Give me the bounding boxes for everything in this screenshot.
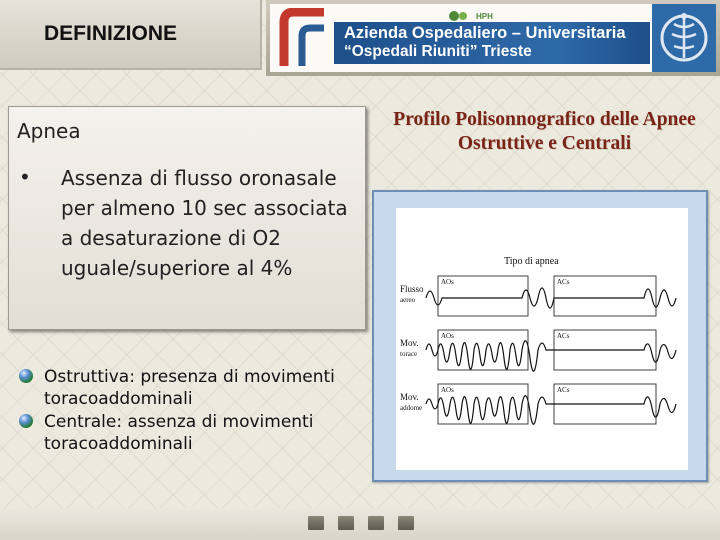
row-sublabel-thorax: torace — [400, 350, 418, 358]
tag-obstructive-thorax: AOs — [441, 332, 454, 340]
row-label-abdomen: Mov. — [400, 392, 419, 402]
list-item — [18, 411, 368, 455]
apnea-types-list — [18, 366, 368, 456]
university-emblem-icon — [652, 4, 716, 72]
definition-bullet: • — [19, 165, 31, 189]
central-apnea-text: Centrale: assenza di movimenti toracoaddominali — [44, 412, 314, 454]
waveform-plot — [396, 208, 688, 470]
nav-last-icon[interactable] — [398, 516, 414, 530]
row-sublabel-airflow: aereo — [400, 296, 416, 304]
airflow-waveform — [426, 288, 676, 308]
tag-central-abdomen: ACs — [557, 386, 570, 394]
thorax-waveform — [426, 341, 676, 372]
slide-title: DEFINIZIONE — [44, 22, 178, 45]
definition-text: Assenza di flusso oronasale per almeno 10 sec associata a desaturazione di O2 uguale/superiore al 4% — [61, 166, 348, 280]
obstructive-apnea-text: Ostruttiva: presenza di movimenti toracoaddominali — [44, 367, 335, 409]
abdomen-waveform — [426, 396, 676, 425]
hph-text: HPH — [476, 12, 493, 21]
nav-first-icon[interactable] — [308, 516, 324, 530]
definition-heading: Apnea — [17, 119, 81, 143]
hospital-logo-icon — [276, 8, 330, 70]
slide-footer — [0, 508, 720, 540]
polysomnography-figure-frame — [372, 190, 708, 482]
bullet-sphere-icon — [18, 413, 34, 429]
row-label-thorax: Mov. — [400, 338, 419, 348]
apnea-definition-box — [8, 106, 366, 330]
hospital-logo-banner — [266, 0, 720, 76]
slide-title-tab — [0, 0, 262, 70]
row-label-airflow: Flusso — [400, 284, 424, 294]
tag-central-thorax: ACs — [557, 332, 570, 340]
bullet-sphere-icon — [18, 368, 34, 384]
logo-background — [270, 4, 716, 72]
nav-next-icon[interactable] — [368, 516, 384, 530]
row-sublabel-abdomen: addome — [400, 404, 423, 412]
polysomnography-figure — [396, 208, 688, 470]
figure-caption: Tipo di apnea — [504, 256, 559, 267]
tag-obstructive-airflow: AOs — [441, 278, 454, 286]
hospital-name-line1: Azienda Ospedaliero – Universitaria — [344, 24, 626, 42]
nav-previous-icon[interactable] — [338, 516, 354, 530]
hospital-name-line2: “Ospedali Riuniti” Trieste — [344, 43, 532, 60]
tag-central-airflow: ACs — [557, 278, 570, 286]
tag-obstructive-abdomen: AOs — [441, 386, 454, 394]
list-item — [18, 366, 368, 410]
figure-title: Profilo Polisonnografico delle Apnee Ostruttive e Centrali — [393, 109, 696, 154]
hospital-name-band — [334, 22, 650, 64]
